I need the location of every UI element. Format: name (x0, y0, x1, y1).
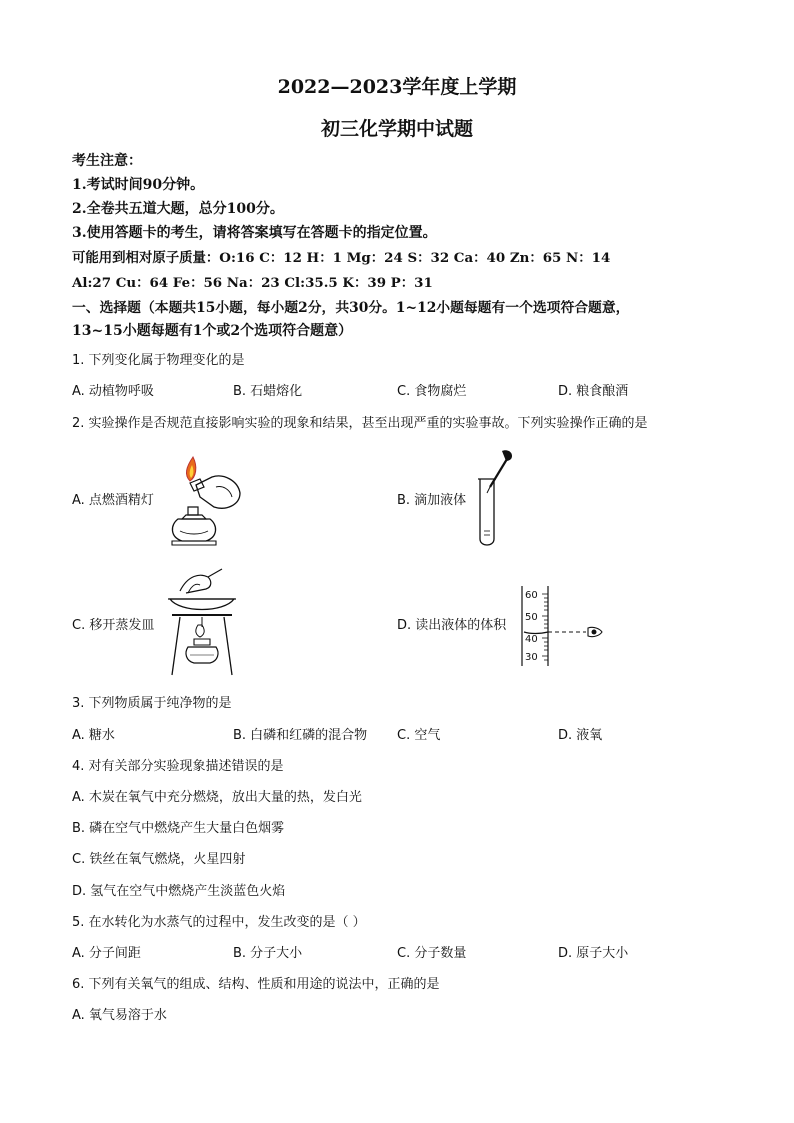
question-2-stem: 2. 实验操作是否规范直接影响实验的现象和结果，甚至出现严重的实验事故。下列实验操作正确的是 (72, 416, 648, 431)
q2-option-a[interactable]: A. 点燃酒精灯 (72, 493, 154, 508)
exam-title: 2022—2023学年度上学期 (277, 76, 517, 98)
q2-option-c[interactable]: C. 移开蒸发皿 (72, 618, 155, 633)
q4-option-c[interactable]: C. 铁丝在氧气燃烧，火星四射 (72, 852, 246, 867)
evaporating-dish-hand-illustration (166, 565, 238, 677)
q4-option-d[interactable]: D. 氢气在空气中燃烧产生淡蓝色火焰 (72, 884, 286, 899)
alcohol-lamp-lighting-illustration (160, 453, 250, 548)
question-4-stem: 4. 对有关部分实验现象描述错误的是 (72, 759, 284, 774)
atomic-masses-line-2: Al:27 Cu：64 Fe：56 Na：23 Cl:35.5 K：39 P：31 (72, 275, 433, 291)
q1-option-c[interactable]: C. 食物腐烂 (397, 384, 467, 399)
q5-option-d[interactable]: D. 原子大小 (558, 946, 629, 961)
section-heading-line-1: 一、选择题（本题共15小题，每小题2分，共30分。1~12小题每题有一个选项符合题意， (72, 300, 630, 316)
q1-option-d[interactable]: D. 粮食酿酒 (558, 384, 629, 399)
notes-heading: 考生注意： (72, 153, 142, 169)
q3-option-b[interactable]: B. 白磷和红磷的混合物 (233, 728, 368, 743)
cylinder-tick-50: 50 (525, 612, 538, 623)
q5-option-a[interactable]: A. 分子间距 (72, 946, 141, 961)
q2-option-b[interactable]: B. 滴加液体 (397, 493, 467, 508)
q3-option-d[interactable]: D. 液氧 (558, 728, 603, 743)
q5-option-b[interactable]: B. 分子大小 (233, 946, 303, 961)
q3-option-c[interactable]: C. 空气 (397, 728, 441, 743)
cylinder-tick-60: 60 (525, 590, 538, 601)
q4-option-b[interactable]: B. 磷在空气中燃烧产生大量白色烟雾 (72, 821, 285, 836)
q3-option-a[interactable]: A. 糖水 (72, 728, 115, 743)
q5-option-c[interactable]: C. 分子数量 (397, 946, 467, 961)
dropper-test-tube-illustration (472, 447, 532, 551)
q1-option-b[interactable]: B. 石蜡熔化 (233, 384, 303, 399)
note-item-3: 3.使用答题卡的考生，请将答案填写在答题卡的指定位置。 (72, 225, 437, 241)
question-3-stem: 3. 下列物质属于纯净物的是 (72, 696, 232, 711)
q6-option-a[interactable]: A. 氧气易溶于水 (72, 1008, 167, 1023)
question-6-stem: 6. 下列有关氧气的组成、结构、性质和用途的说法中，正确的是 (72, 977, 440, 992)
q2-option-d[interactable]: D. 读出液体的体积 (397, 618, 507, 633)
note-item-1: 1.考试时间90分钟。 (72, 177, 205, 193)
graduated-cylinder-reading-illustration (518, 584, 604, 668)
note-item-2: 2.全卷共五道大题，总分100分。 (72, 201, 284, 217)
atomic-masses-line-1: 可能用到相对原子质量：O:16 C：12 H：1 Mg：24 S：32 Ca：40 Zn：65 N：14 (72, 250, 611, 266)
section-heading-line-2: 13~15小题每题有1个或2个选项符合题意） (72, 323, 353, 339)
question-1-stem: 1. 下列变化属于物理变化的是 (72, 353, 245, 368)
cylinder-tick-40: 40 (525, 634, 538, 645)
question-5-stem: 5. 在水转化为水蒸气的过程中，发生改变的是（ ） (72, 915, 366, 930)
q1-option-a[interactable]: A. 动植物呼吸 (72, 384, 154, 399)
q4-option-a[interactable]: A. 木炭在氧气中充分燃烧，放出大量的热，发白光 (72, 790, 362, 805)
cylinder-tick-30: 30 (525, 652, 538, 663)
exam-subtitle: 初三化学期中试题 (320, 118, 473, 140)
